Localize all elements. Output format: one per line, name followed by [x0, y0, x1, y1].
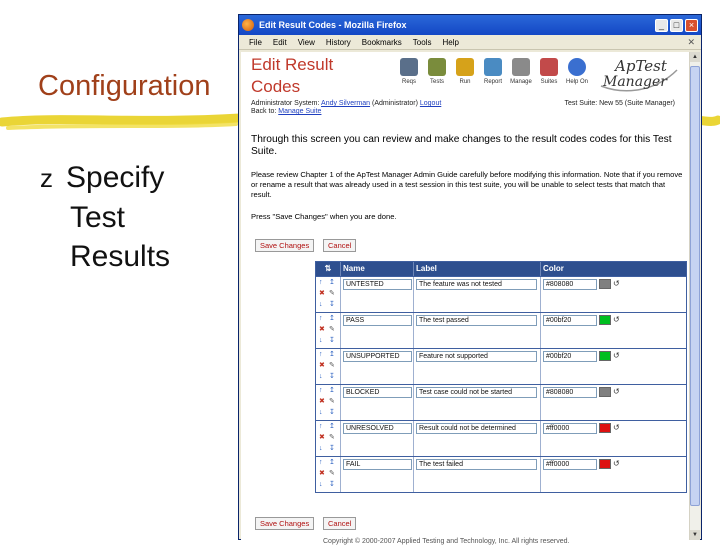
copyright-footer: Copyright © 2000-2007 Applied Testing and Technology, Inc. All rights reserved.	[323, 538, 570, 545]
delete-icon[interactable]: ✖	[319, 398, 325, 405]
insert-icon[interactable]: ↥	[329, 423, 335, 430]
move-down-icon[interactable]: ↓	[319, 337, 323, 344]
report-icon	[484, 58, 502, 76]
table-row	[316, 456, 686, 492]
menu-tools[interactable]: Tools	[412, 37, 432, 47]
name-input[interactable]: UNRESOLVED	[343, 423, 412, 434]
name-input[interactable]: UNTESTED	[343, 279, 412, 290]
toolbar-tests[interactable]: Tests	[424, 58, 450, 85]
maximize-button[interactable]: □	[670, 19, 683, 32]
delete-icon[interactable]: ✖	[319, 470, 325, 477]
label-input[interactable]: The test passed	[416, 315, 537, 326]
move-down-icon[interactable]: ↓	[319, 301, 323, 308]
insert-icon[interactable]: ↥	[329, 351, 335, 358]
delete-icon[interactable]: ✖	[319, 326, 325, 333]
edit-icon[interactable]: ✎	[329, 470, 335, 477]
firefox-icon	[242, 19, 254, 31]
bullet-line-2: Test	[70, 201, 126, 234]
row-controls	[316, 457, 341, 492]
move-up-icon[interactable]: ↑	[319, 315, 323, 322]
color-swatch[interactable]	[599, 351, 611, 361]
title-bar[interactable]	[239, 15, 701, 35]
name-input[interactable]: BLOCKED	[343, 387, 412, 398]
reset-icon[interactable]: ↺	[613, 315, 620, 324]
append-icon[interactable]: ↧	[329, 301, 335, 308]
move-down-icon[interactable]: ↓	[319, 373, 323, 380]
move-down-icon[interactable]: ↓	[319, 445, 323, 452]
vertical-scrollbar[interactable]	[689, 52, 700, 540]
append-icon[interactable]: ↧	[329, 409, 335, 416]
label-input[interactable]: Test case could not be started	[416, 387, 537, 398]
toolbar-help[interactable]: Help On	[564, 58, 590, 85]
color-input[interactable]: #00bf20	[543, 315, 597, 326]
bullet-line-3: Results	[70, 240, 171, 273]
color-swatch[interactable]	[599, 459, 611, 469]
insert-icon[interactable]: ↥	[329, 279, 335, 286]
menu-close-icon[interactable]: ✕	[687, 36, 695, 47]
append-icon[interactable]: ↧	[329, 445, 335, 452]
color-input[interactable]: #ff0000	[543, 459, 597, 470]
logout-link[interactable]: Logout	[419, 100, 442, 107]
edit-icon[interactable]: ✎	[329, 398, 335, 405]
page-title: Edit Result Codes	[251, 55, 334, 96]
table-header	[316, 262, 686, 276]
header-color: Color	[543, 264, 564, 273]
label-input[interactable]: Result could not be determined	[416, 423, 537, 434]
color-input[interactable]: #ff0000	[543, 423, 597, 434]
menu-help[interactable]: Help	[442, 37, 459, 47]
name-input[interactable]: UNSUPPORTED	[343, 351, 412, 362]
page-content	[241, 52, 689, 545]
intro-text: Through this screen you can review and make changes to the result codes codes for this Test Suite.	[251, 134, 672, 157]
edit-icon[interactable]: ✎	[329, 362, 335, 369]
save-button-bottom[interactable]: Save Changes	[255, 517, 314, 530]
reset-icon[interactable]: ↺	[613, 387, 620, 396]
header-sort-icon[interactable]: ⇅	[316, 262, 341, 276]
menu-history[interactable]: History	[325, 37, 351, 47]
edit-icon[interactable]: ✎	[329, 326, 335, 333]
insert-icon[interactable]: ↥	[329, 387, 335, 394]
menu-edit[interactable]: Edit	[272, 37, 287, 47]
back-link[interactable]: Manage Suite	[278, 108, 322, 115]
edit-icon[interactable]: ✎	[329, 290, 335, 297]
delete-icon[interactable]: ✖	[319, 290, 325, 297]
move-down-icon[interactable]: ↓	[319, 481, 323, 488]
color-swatch[interactable]	[599, 315, 611, 325]
manage-icon	[512, 58, 530, 76]
color-swatch[interactable]	[599, 279, 611, 289]
move-up-icon[interactable]: ↑	[319, 279, 323, 286]
scroll-up-icon[interactable]: ▲	[690, 52, 700, 62]
reqs-icon	[400, 58, 418, 76]
insert-icon[interactable]: ↥	[329, 315, 335, 322]
toolbar-run[interactable]: Run	[452, 58, 478, 85]
row-controls	[316, 421, 341, 456]
table-row	[316, 312, 686, 348]
toolbar-manage[interactable]: Manage	[508, 58, 534, 85]
menu-bookmarks[interactable]: Bookmarks	[361, 37, 402, 47]
app-toolbar	[396, 58, 592, 85]
browser-window	[238, 14, 702, 545]
color-swatch[interactable]	[599, 423, 611, 433]
toolbar-reqs[interactable]: Reqs	[396, 58, 422, 85]
menu-file[interactable]: File	[249, 37, 262, 47]
append-icon[interactable]: ↧	[329, 481, 335, 488]
move-up-icon[interactable]: ↑	[319, 351, 323, 358]
slide-title: Configuration	[38, 70, 211, 102]
table-row	[316, 276, 686, 312]
menu-bar	[239, 35, 701, 50]
user-link[interactable]: Andy Silverman	[321, 100, 371, 107]
name-input[interactable]: FAIL	[343, 459, 412, 470]
back-row: Back to: Manage Suite	[251, 108, 322, 115]
tests-icon	[428, 58, 446, 76]
insert-icon[interactable]: ↥	[329, 459, 335, 466]
edit-icon[interactable]: ✎	[329, 434, 335, 441]
color-swatch[interactable]	[599, 387, 611, 397]
suite-info: Test Suite: New 55 (Suite Manager)	[564, 100, 675, 107]
scroll-down-icon[interactable]: ▼	[690, 530, 700, 540]
scroll-thumb[interactable]	[690, 66, 700, 506]
label-input[interactable]: The test failed	[416, 459, 537, 470]
cancel-button-bottom[interactable]: Cancel	[323, 517, 356, 530]
auth-row: Administrator System: Andy Silverman (Administrator) Logout Test Suite: New 55 (Suite Manager)	[251, 100, 675, 107]
hint-text: Press "Save Changes" when you are done.	[251, 212, 397, 221]
name-input[interactable]: PASS	[343, 315, 412, 326]
reset-icon[interactable]: ↺	[613, 459, 620, 468]
row-controls	[316, 277, 341, 312]
minimize-button[interactable]: _	[655, 19, 668, 32]
move-up-icon[interactable]: ↑	[319, 423, 323, 430]
header-label: Label	[414, 262, 541, 276]
table-row	[316, 348, 686, 384]
aptest-logo	[597, 56, 679, 96]
bullet-line-1: Specify	[66, 161, 165, 194]
suites-icon	[540, 58, 558, 76]
color-input[interactable]: #808080	[543, 387, 597, 398]
table-row	[316, 384, 686, 420]
logo-line-2: Manager	[603, 74, 667, 90]
label-input[interactable]: The feature was not tested	[416, 279, 537, 290]
close-button[interactable]: ×	[685, 19, 698, 32]
cancel-button-top[interactable]: Cancel	[323, 239, 356, 252]
table-row	[316, 420, 686, 456]
move-down-icon[interactable]: ↓	[319, 409, 323, 416]
label-input[interactable]: Feature not supported	[416, 351, 537, 362]
row-controls	[316, 349, 341, 384]
move-up-icon[interactable]: ↑	[319, 387, 323, 394]
warning-text: Please review Chapter 1 of the ApTest Manager Admin Guide carefully before modifying this information. Note that if you remove or rename a result that was already used in a test session in this test suite, you will be unable to select tests that match that result.	[251, 170, 683, 199]
color-input[interactable]: #808080	[543, 279, 597, 290]
reset-icon[interactable]: ↺	[613, 351, 620, 360]
logo-line-1: ApTest	[615, 57, 667, 75]
help-icon	[568, 58, 586, 76]
toolbar-report[interactable]: Report	[480, 58, 506, 85]
header-name: Name	[341, 262, 414, 276]
toolbar-suites[interactable]: Suites	[536, 58, 562, 85]
row-controls	[316, 313, 341, 348]
menu-view[interactable]: View	[297, 37, 315, 47]
delete-icon[interactable]: ✖	[319, 362, 325, 369]
move-up-icon[interactable]: ↑	[319, 459, 323, 466]
reset-icon[interactable]: ↺	[613, 279, 620, 288]
window-title: Edit Result Codes - Mozilla Firefox	[259, 20, 407, 30]
delete-icon[interactable]: ✖	[319, 434, 325, 441]
run-icon	[456, 58, 474, 76]
save-button-top[interactable]: Save Changes	[255, 239, 314, 252]
append-icon[interactable]: ↧	[329, 337, 335, 344]
row-controls	[316, 385, 341, 420]
bullet-glyph: z	[40, 163, 53, 193]
append-icon[interactable]: ↧	[329, 373, 335, 380]
bullet-text	[40, 158, 170, 276]
reset-icon[interactable]: ↺	[613, 423, 620, 432]
color-input[interactable]: #00bf20	[543, 351, 597, 362]
result-codes-table	[315, 261, 687, 493]
